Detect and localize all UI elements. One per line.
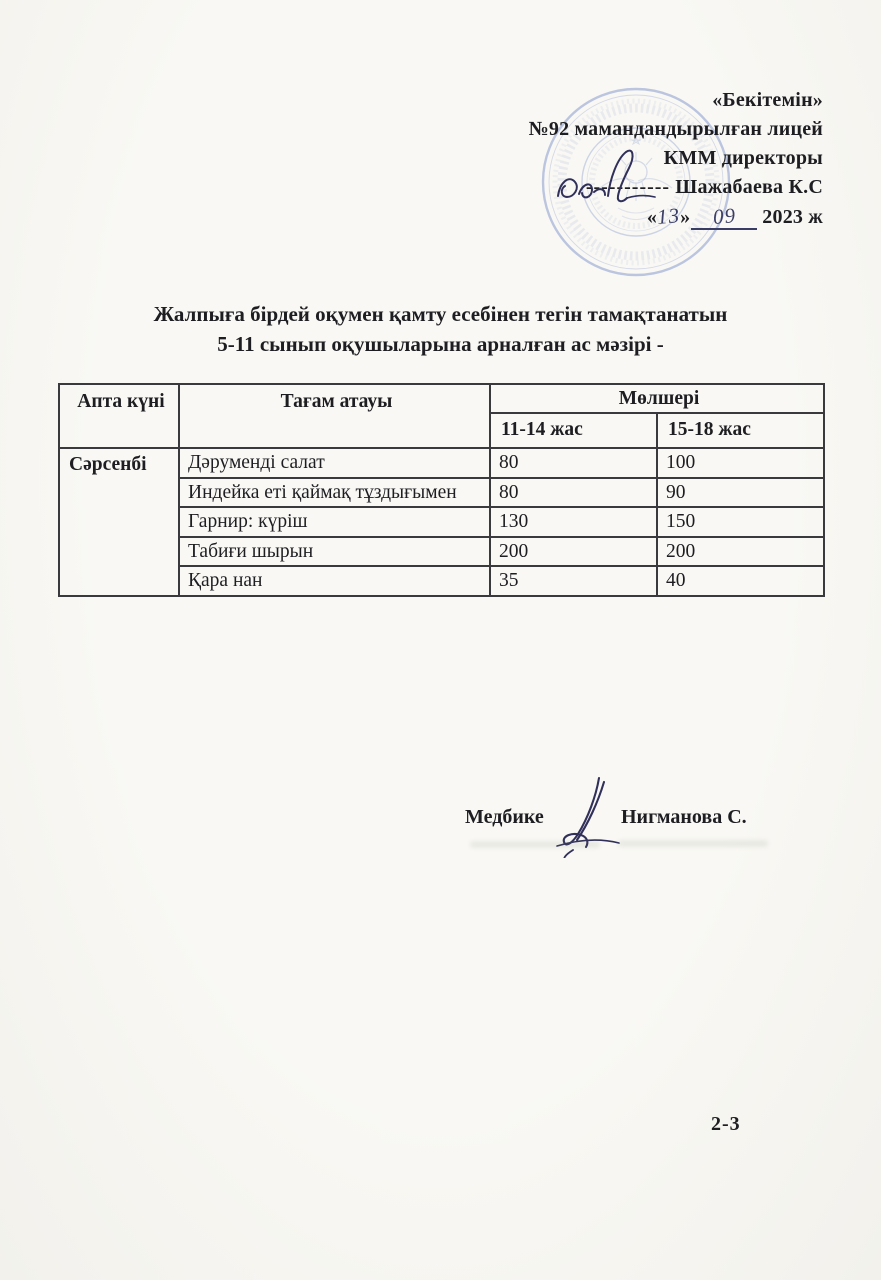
amount-15-18-cell: 200 (657, 537, 824, 567)
director-signature (548, 138, 678, 224)
signoff-role: Медбике (465, 806, 544, 828)
signoff-name: Нигманова С. (621, 806, 747, 828)
dish-cell: Табиғи шырын (179, 537, 490, 567)
dish-cell: Дәруменді салат (179, 448, 490, 478)
amount-11-14-cell: 35 (490, 566, 657, 596)
title-line-2: 5-11 сынып оқушыларына арналған ас мәзірі - (217, 332, 664, 356)
amount-15-18-cell: 40 (657, 566, 824, 596)
header-dish: Тағам атауы (179, 384, 490, 448)
bleed-through-mark (618, 840, 768, 847)
amount-15-18-cell: 100 (657, 448, 824, 478)
signature-dashes: ----------- (585, 176, 671, 198)
menu-table (58, 383, 825, 597)
approval-year: 2023 ж (762, 206, 823, 228)
quote-open: « (646, 206, 658, 228)
amount-11-14-cell: 200 (490, 537, 657, 567)
header-age-11-14: 11-14 жас (490, 413, 657, 448)
handwritten-month: 09 (711, 203, 737, 229)
school-name: №92 мамандандырылған лицей (528, 118, 823, 140)
header-age-15-18: 15-18 жас (657, 413, 824, 448)
approval-word: «Бекітемін» (712, 89, 823, 111)
quote-close: » (680, 206, 691, 228)
director-role: КММ директоры (663, 147, 823, 169)
amount-11-14-cell: 80 (490, 478, 657, 508)
bleed-through-mark (470, 841, 600, 848)
amount-11-14-cell: 80 (490, 448, 657, 478)
header-amount: Мөлшері (490, 384, 824, 413)
dish-cell: Индейка еті қаймақ тұздығымен (179, 478, 490, 508)
document-title (0, 299, 881, 359)
header-day: Апта күні (59, 384, 179, 448)
handwritten-day: 13 (656, 203, 682, 229)
amount-15-18-cell: 150 (657, 507, 824, 537)
title-line-1: Жалпыға бірдей оқумен қамту есебінен тегін тамақтанатын (153, 302, 728, 326)
amount-15-18-cell: 90 (657, 478, 824, 508)
table-row (59, 448, 824, 478)
month-underline (691, 205, 757, 230)
weekday-cell: Сәрсенбі (59, 448, 179, 596)
page-number: 2-3 (711, 1113, 741, 1135)
dish-cell: Гарнир: күріш (179, 507, 490, 537)
director-name: Шажабаева К.С (675, 176, 823, 198)
amount-11-14-cell: 130 (490, 507, 657, 537)
dish-cell: Қара нан (179, 566, 490, 596)
menu-table-wrapper (58, 383, 825, 597)
